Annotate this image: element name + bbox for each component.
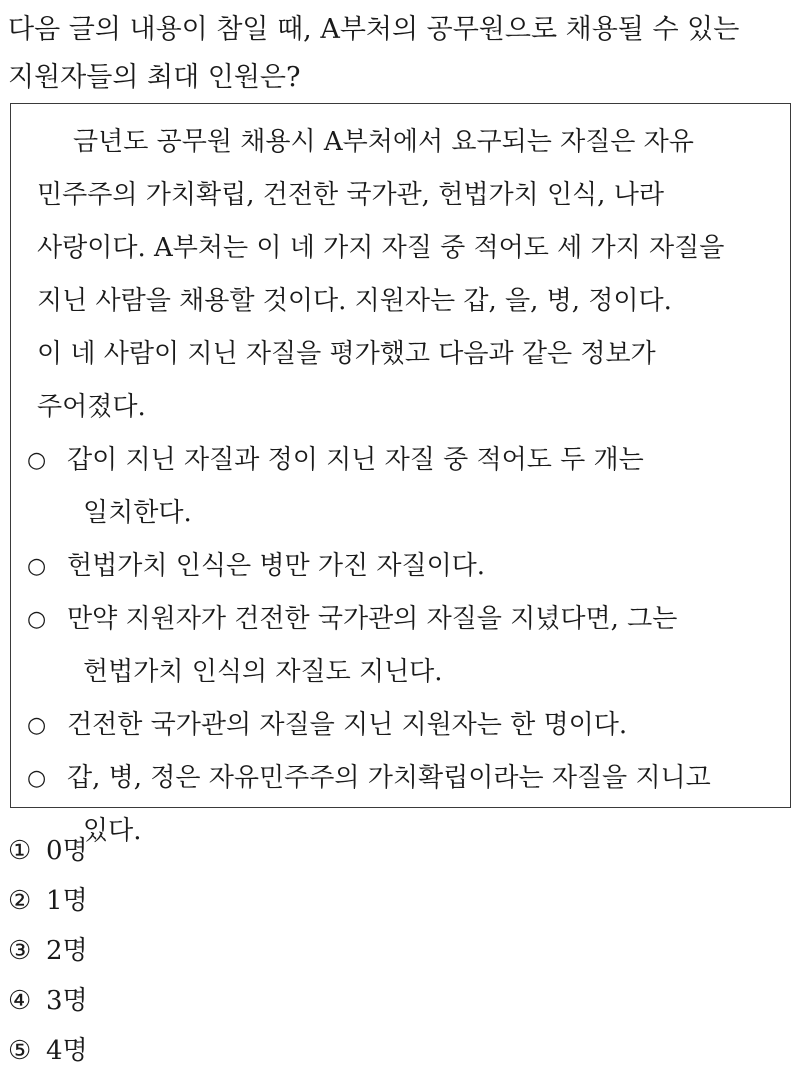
option-2[interactable] [8, 876, 88, 926]
answer-options [8, 826, 88, 1076]
condition-text: 만약 지원자가 건전한 국가관의 자질을 지녔다면, 그는 [67, 604, 678, 634]
circle-bullet-icon: ○ [27, 554, 47, 579]
passage-line: 지닌 사람을 채용할 것이다. 지원자는 갑, 을, 병, 정이다. [37, 286, 672, 316]
option-label: 1명 [46, 886, 88, 916]
condition-item [27, 699, 777, 752]
circle-bullet-icon: ○ [27, 607, 47, 632]
condition-text: 건전한 국가관의 자질을 지닌 지원자는 한 명이다. [67, 710, 628, 740]
passage-line: 이 네 사람이 지닌 자질을 평가했고 다음과 같은 정보가 [37, 339, 656, 369]
condition-text-cont: 있다. [83, 816, 142, 846]
condition-text-cont: 헌법가치 인식의 자질도 지닌다. [83, 657, 443, 687]
option-1[interactable] [8, 826, 88, 876]
passage-text [37, 116, 772, 434]
option-4[interactable] [8, 976, 88, 1026]
option-3[interactable] [8, 926, 88, 976]
passage-line: 주어졌다. [37, 392, 146, 422]
condition-text: 헌법가치 인식은 병만 가진 자질이다. [67, 551, 486, 581]
option-label: 2명 [46, 936, 88, 966]
option-number: ⑤ [8, 1036, 32, 1066]
option-number: ② [8, 886, 32, 916]
option-5[interactable] [8, 1026, 88, 1076]
question-line-1: 다음 글의 내용이 참일 때, A부처의 공무원으로 채용될 수 있는 [8, 14, 740, 45]
condition-item [27, 434, 777, 540]
option-label: 0명 [46, 836, 88, 866]
condition-text: 갑이 지닌 자질과 정이 지닌 자질 중 적어도 두 개는 [67, 445, 644, 475]
passage-line: 금년도 공무원 채용시 A부처에서 요구되는 자질은 자유 [73, 127, 694, 157]
question-stem [8, 6, 798, 102]
circle-bullet-icon: ○ [27, 448, 47, 473]
option-number: ③ [8, 936, 32, 966]
circle-bullet-icon: ○ [27, 713, 47, 738]
option-label: 4명 [46, 1036, 88, 1066]
option-label: 3명 [46, 986, 88, 1016]
condition-text-cont: 일치한다. [83, 498, 192, 528]
condition-list [27, 434, 777, 858]
passage-line: 사랑이다. A부처는 이 네 가지 자질 중 적어도 세 가지 자질을 [37, 233, 725, 263]
circle-bullet-icon: ○ [27, 766, 47, 791]
question-line-2: 지원자들의 최대 인원은? [8, 62, 301, 93]
condition-text: 갑, 병, 정은 자유민주주의 가치확립이라는 자질을 지니고 [67, 763, 711, 793]
option-number: ① [8, 836, 32, 866]
option-number: ④ [8, 986, 32, 1016]
condition-item [27, 540, 777, 593]
passage-line: 민주주의 가치확립, 건전한 국가관, 헌법가치 인식, 나라 [37, 180, 664, 210]
passage-box [10, 103, 791, 846]
condition-item [27, 752, 777, 858]
condition-item [27, 593, 777, 699]
